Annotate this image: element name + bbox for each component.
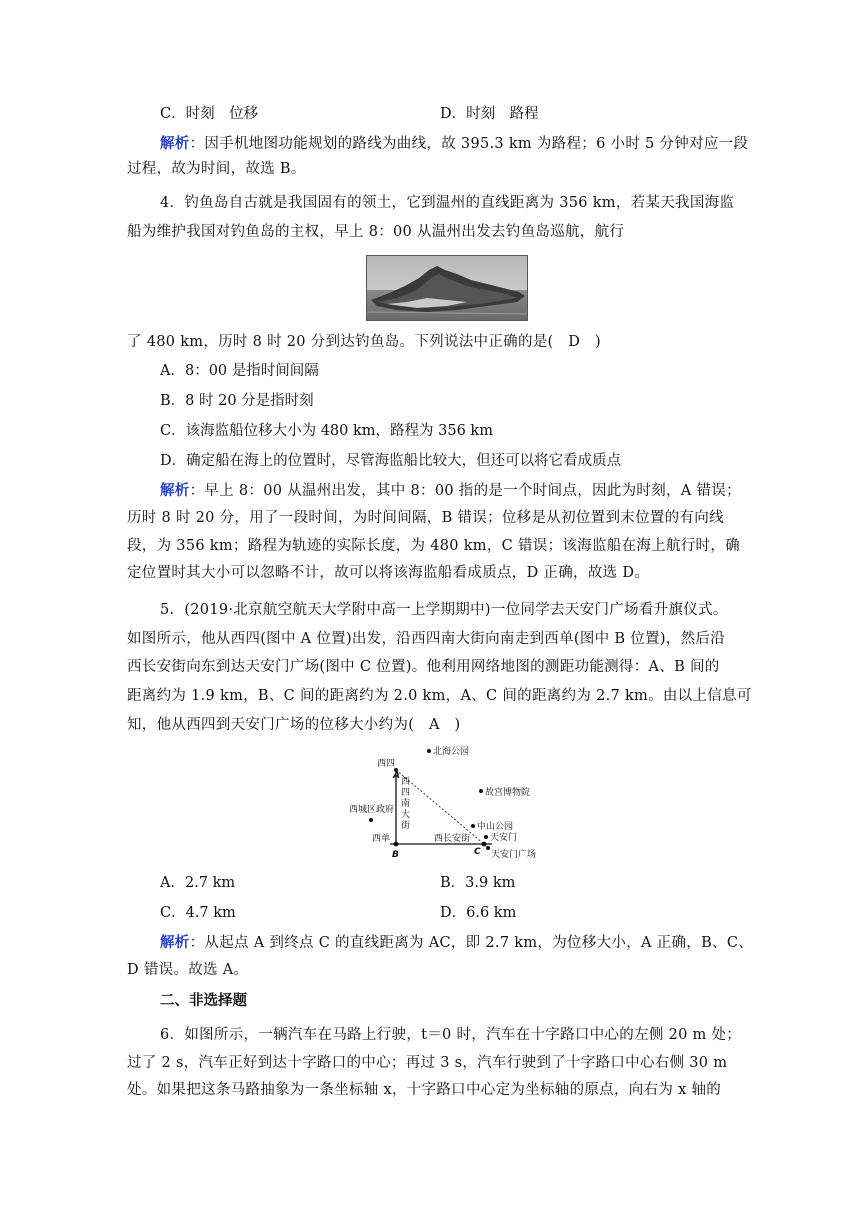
xicheng-label: 西城区政府	[349, 805, 395, 815]
analysis-label: 解析	[160, 482, 190, 499]
beijing-route-map	[340, 740, 550, 866]
zhongshan-dot	[471, 824, 475, 828]
changan-label: 西长安街	[434, 834, 471, 844]
q3-analysis-line1: 解析：因手机地图功能规划的路线为曲线，故 395.3 km 为路程；6 小时 5 分钟对应一段	[160, 135, 749, 152]
q4-stem-line1: 4．钓鱼岛自古就是我国固有的领土，它到温州的直线距离为 356 km，若某天我国海监	[160, 195, 735, 211]
gugong-dot	[479, 789, 483, 793]
q5-option-c: C．4.7 km	[160, 905, 236, 921]
q6-line3: 处。如果把这条马路抽象为一条坐标轴 x，十字路口中心定为坐标轴的原点，向右为 x 轴的	[127, 1082, 722, 1098]
q6-line2: 过了 2 s，汽车正好到达十字路口的中心；再过 3 s，汽车行驶到了十字路口中心右侧 30 m	[127, 1055, 728, 1071]
q4-option-a: A．8：00 是指时间间隔	[160, 363, 319, 379]
street-char-1: 西	[401, 777, 411, 787]
q3-option-c: C．时刻 位移	[160, 106, 259, 122]
q4-analysis-line1: 解析：早上 8：00 从温州出发，其中 8：00 指的是一个时间点，因此为时刻，A 错误；	[160, 482, 741, 499]
q4-analysis-line2: 历时 8 时 20 分，用了一段时间，为时间间隔，B 错误；位移是从初位置到末位置的有向线	[127, 510, 724, 526]
q5-option-b: B．3.9 km	[440, 875, 516, 891]
beihai-dot	[427, 749, 431, 753]
beihai-label: 北海公园	[433, 747, 470, 757]
q5-analysis-line1: 解析：从起点 A 到终点 C 的直线距离为 AC，即 2.7 km，为位移大小，A 正确，B、C、	[160, 934, 754, 951]
point-b-label: B	[392, 850, 399, 860]
q5-stem-line3: 西长安街向东到达天安门广场(图中 C 位置)。他利用网络地图的测距功能测得：A、B 间的	[127, 659, 720, 675]
q5-stem-line5: 知，他从西四到天安门广场的位移大小约为( A )	[127, 717, 461, 733]
q4-option-d: D．确定船在海上的位置时，尽管海监船比较大，但还可以将它看成质点	[160, 453, 622, 469]
q5-analysis-line2: D 错误。故选 A。	[127, 962, 249, 978]
q5-stem-line1: 5．(2019·北京航空航天大学附中高一上学期期中)一位同学去天安门广场看升旗仪式。	[160, 602, 728, 618]
street-char-3: 南	[401, 799, 411, 809]
q3-analysis-line2: 过程，故为时间，故选 B。	[127, 161, 306, 177]
street-char-5: 街	[401, 821, 411, 831]
xidan-label: 西单	[372, 834, 391, 844]
point-c-dot	[482, 842, 487, 847]
point-b-dot	[394, 842, 399, 847]
q6-line1: 6．如图所示，一辆汽车在马路上行驶，t＝0 时，汽车在十字路口中心的左侧 20 m 处；	[160, 1027, 742, 1043]
section-heading: 二、非选择题	[160, 992, 247, 1009]
analysis-label: 解析	[160, 934, 190, 951]
q5-stem-line2: 如图所示，他从西四(图中 A 位置)出发，沿西四南大街向南走到西单(图中 B 位置)，然后沿	[127, 631, 725, 647]
zhongshan-label: 中山公园	[477, 822, 514, 832]
q4-option-c: C．该海监船位移大小为 480 km，路程为 356 km	[160, 423, 493, 439]
street-char-2: 四	[401, 788, 411, 798]
square-dot	[486, 846, 490, 850]
analysis-label: 解析	[160, 135, 190, 152]
q4-stem-line3: 了 480 km，历时 8 时 20 分到达钓鱼岛。下列说法中正确的是( D )	[127, 334, 601, 350]
diaoyu-island-photo	[366, 255, 528, 321]
q5-option-a: A．2.7 km	[160, 875, 236, 891]
street-char-4: 大	[401, 810, 411, 820]
q4-analysis-line4: 定位置时其大小可以忽略不计，故可以将该海监船看成质点，D 正确，故选 D。	[127, 565, 650, 581]
q4-stem-line2: 船为维护我国对钓鱼岛的主权，早上 8：00 从温州出发去钓鱼岛巡航，航行	[127, 224, 625, 240]
point-a-label: A	[393, 771, 400, 781]
q5-stem-line4: 距离约为 1.9 km，B、C 间的距离约为 2.0 km，A、C 间的距离约为 2.7 km。由以上信息可	[127, 688, 752, 704]
q5-option-d: D．6.6 km	[440, 905, 517, 921]
point-c-label: C	[474, 847, 481, 857]
q4-analysis-line3: 段，为 356 km；路程为轨迹的实际长度，为 480 km，C 错误；该海监船在海上航行时，确	[127, 538, 740, 554]
tiananmen-label: 天安门	[490, 833, 518, 843]
square-label: 天安门广场	[491, 850, 537, 860]
xicheng-dot	[369, 818, 373, 822]
xisi-label: 西四	[377, 759, 396, 769]
gugong-label: 故宫博物院	[485, 788, 531, 798]
q4-option-b: B．8 时 20 分是指时刻	[160, 393, 314, 409]
tiananmen-dot	[484, 835, 488, 839]
q3-option-d: D．时刻 路程	[440, 106, 539, 122]
